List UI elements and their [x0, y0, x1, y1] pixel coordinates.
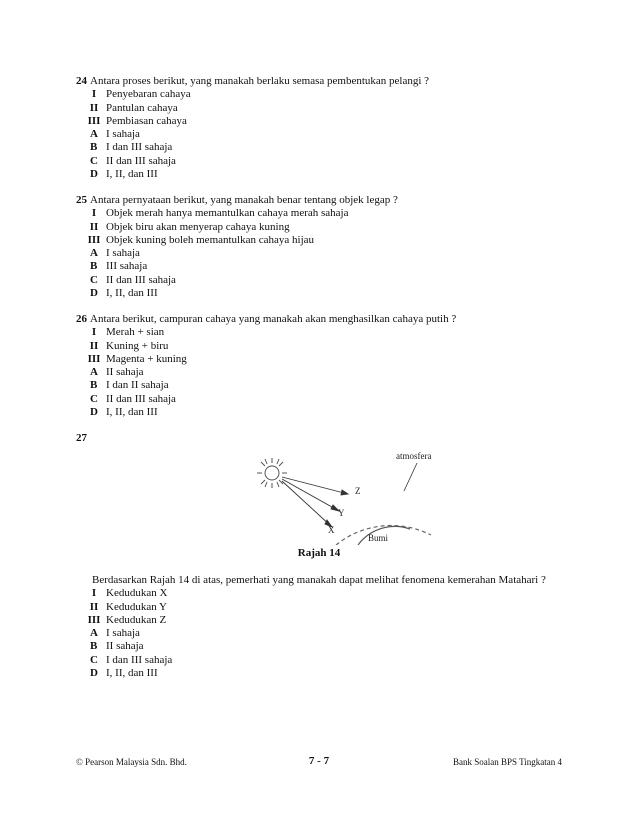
- sun-icon: [257, 458, 287, 488]
- statement-item: III Magenta + kuning: [87, 352, 187, 365]
- question-stem: Antara proses berikut, yang manakah berlaku semasa pembentukan pelangi ?: [90, 75, 430, 87]
- question-24: [76, 75, 576, 181]
- earth-label: Bumi: [368, 533, 389, 543]
- label-y: Y: [338, 508, 345, 518]
- atmosphere-pointer: [404, 463, 417, 491]
- statement-item: I Penyebaran cahaya: [91, 88, 191, 101]
- statement-item: I Kedudukan X: [91, 587, 168, 600]
- option-item: C I dan III sahaja: [90, 653, 173, 666]
- statement-item: III Objek kuning boleh memantulkan cahaya hijau: [87, 233, 315, 246]
- statement-item: III Pembiasan cahaya: [87, 114, 187, 127]
- rajah-14-diagram: [250, 445, 450, 545]
- question-number: 27: [76, 432, 87, 444]
- question-stem: Antara pernyataan berikut, yang manakah benar tentang objek legap ?: [90, 194, 398, 206]
- question-27: [76, 574, 576, 680]
- question-number: 26: [76, 313, 87, 325]
- label-z: Z: [355, 486, 361, 496]
- statement-item: II Pantulan cahaya: [89, 101, 178, 114]
- statement-item: I Objek merah hanya memantulkan cahaya merah sahaja: [91, 207, 349, 220]
- option-item: C II dan III sahaja: [90, 392, 176, 405]
- option-item: D I, II, dan III: [90, 168, 158, 181]
- option-item: C II dan III sahaja: [90, 154, 176, 167]
- page-number: 7 - 7: [308, 755, 330, 767]
- option-item: B II sahaja: [90, 640, 144, 653]
- statement-item: II Kedudukan Y: [89, 600, 167, 613]
- footer-title: Bank Soalan BPS Tingkatan 4: [452, 757, 562, 767]
- label-x: X: [328, 525, 335, 535]
- option-item: D I, II, dan III: [90, 287, 158, 300]
- figure-caption: Rajah 14: [297, 547, 341, 559]
- option-item: D I, II, dan III: [90, 406, 158, 419]
- statement-item: II Objek biru akan menyerap cahaya kuning: [89, 220, 290, 233]
- question-25: [76, 194, 576, 300]
- option-item: B I dan III sahaja: [90, 141, 173, 154]
- option-item: A I sahaja: [90, 627, 140, 640]
- statement-item: I Merah + sian: [91, 326, 165, 339]
- option-item: A II sahaja: [90, 366, 144, 379]
- question-stem: Berdasarkan Rajah 14 di atas, pemerhati yang manakah dapat melihat fenomena kemerahan Matahari ?: [92, 574, 546, 586]
- question-number: 25: [76, 194, 87, 206]
- option-item: D I, II, dan III: [90, 667, 158, 680]
- option-item: A I sahaja: [90, 128, 140, 141]
- light-rays: [282, 477, 348, 527]
- option-item: B III sahaja: [90, 260, 148, 273]
- atmosphere-label: atmosfera: [396, 451, 432, 461]
- option-item: C II dan III sahaja: [90, 273, 176, 286]
- statement-item: II Kuning + biru: [89, 339, 169, 352]
- statement-item: III Kedudukan Z: [87, 613, 167, 626]
- question-stem: Antara berikut, campuran cahaya yang manakah akan menghasilkan cahaya putih ?: [90, 313, 457, 325]
- footer-copyright: © Pearson Malaysia Sdn. Bhd.: [76, 757, 187, 767]
- question-26: [76, 313, 576, 419]
- option-item: B I dan II sahaja: [90, 379, 169, 392]
- option-item: A I sahaja: [90, 247, 140, 260]
- question-number: 24: [76, 75, 87, 87]
